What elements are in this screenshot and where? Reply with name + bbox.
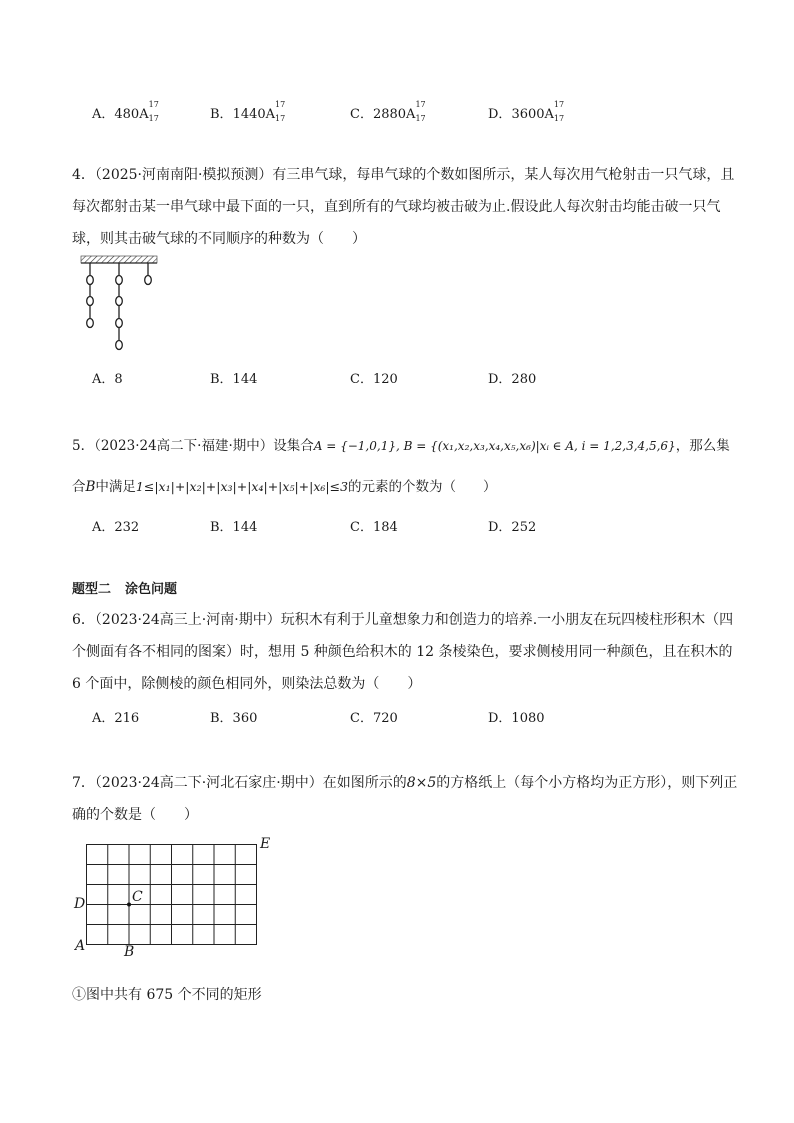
q5-line-2 — [72, 477, 497, 497]
q7-statement-1: ①图中共有 675 个不同的矩形 — [72, 987, 262, 1003]
balloon[interactable] — [116, 341, 123, 350]
balloon[interactable] — [116, 297, 123, 306]
option-coef: 3600 — [511, 107, 545, 122]
q6-line-1: 6．（2023·24高三上·河南·期中）玩积木有利于儿童想象力和创造力的培养.一小朋友在玩四棱柱形积木（四 — [72, 612, 734, 628]
label-c: C — [132, 889, 143, 905]
q5-condition: 1≤|x₁|+|x₂|+|x₃|+|x₄|+|x₅|+|x₆|≤3 — [135, 479, 349, 494]
q5-option-b[interactable]: B．144 — [210, 520, 258, 535]
q7-line-2: 确的个数是（ ） — [72, 807, 198, 823]
q7-prefix: 7．（2023·24高二下·河北石家庄·期中）在如图所示的 — [72, 775, 407, 791]
q4-line-1: 4．（2025·河南南阳·模拟预测）有三串气球，每串气球的个数如图所示，某人每次用气枪射击一只气球，且 — [72, 167, 735, 183]
arrangement-symbol — [544, 100, 565, 123]
option-letter: B． — [210, 107, 233, 122]
q3-option-b[interactable] — [210, 100, 286, 123]
ceiling-bar — [81, 256, 157, 263]
option-letter: C． — [350, 107, 373, 122]
balloon[interactable] — [116, 319, 123, 328]
q4-option-c[interactable]: C．120 — [350, 372, 398, 387]
q5-prefix: 5．（2023·24高二下·福建·期中）设集合 — [72, 438, 314, 454]
arrangement-a: A — [265, 107, 276, 122]
arrangement-a: A — [139, 107, 149, 122]
section-title: 涂色问题 — [125, 582, 178, 597]
arrangement-sup: 17 — [148, 100, 159, 109]
point-c — [127, 903, 131, 907]
label-b: B — [124, 944, 135, 960]
balloon-string-2 — [116, 263, 123, 350]
option-letter: D． — [488, 107, 512, 122]
balloon-string-3 — [145, 263, 152, 285]
q5-option-a[interactable]: A．232 — [92, 520, 140, 535]
arrangement-sub: 17 — [275, 114, 286, 123]
balloon[interactable] — [145, 276, 152, 285]
q7-suffix: 的方格纸上（每个小方格均为正方形），则下列正 — [436, 775, 738, 791]
q7-line-1 — [72, 773, 737, 793]
q5-suffix: ，那么集 — [675, 438, 730, 454]
arrangement-sup: 17 — [415, 100, 426, 109]
arrangement-symbol — [265, 100, 286, 123]
q5-option-d[interactable]: D．252 — [488, 520, 537, 535]
q4-option-d[interactable]: D．280 — [488, 372, 537, 387]
label-e: E — [260, 836, 271, 852]
q6-option-b[interactable]: B．360 — [210, 711, 258, 726]
arrangement-a: A — [406, 107, 416, 122]
q4-line-2: 每次都射击某一串气球中最下面的一只，直到所有的气球均被击破为止.假设此人每次射击均能击破一只气 — [72, 199, 721, 215]
arrangement-a: A — [544, 107, 554, 122]
q5-line2-pre: 合 — [72, 479, 86, 495]
q6-line-3: 6 个面中，除侧棱的颜色相同外，则染法总数为（ ） — [72, 676, 422, 692]
q5-set-definition: A = {−1,0,1}, B = {(x₁,x₂,x₃,x₄,x₅,x₆)|xᵢ ∈ A, i = 1,2,3,4,5,6} — [313, 439, 676, 453]
arrangement-sup: 17 — [553, 100, 565, 109]
balloon[interactable] — [87, 276, 94, 285]
option-coef: 2880 — [372, 107, 407, 122]
label-d: D — [74, 896, 86, 912]
balloon[interactable] — [116, 276, 123, 285]
q3-option-c[interactable] — [350, 100, 426, 123]
option-coef: 480 — [114, 107, 140, 122]
q4-option-b[interactable]: B．144 — [210, 372, 258, 387]
q7-grid-size: 8×5 — [406, 775, 437, 791]
q3-option-d[interactable] — [488, 100, 565, 123]
label-a: A — [75, 938, 86, 954]
q5-line2-mid: 中满足 — [95, 479, 136, 495]
option-letter: A． — [92, 107, 115, 122]
q5-line2-post: 的元素的个数为（ ） — [348, 479, 497, 495]
q4-option-a[interactable]: A．8 — [92, 372, 123, 387]
q3-option-a[interactable] — [92, 100, 159, 123]
arrangement-symbol — [139, 100, 159, 123]
q6-line-2: 个侧面有各不相同的图案）时，想用 5 种颜色给积木的 12 条棱染色，要求侧棱用同一种颜色，且在积木的 — [72, 644, 733, 660]
arrangement-sub: 17 — [553, 114, 565, 123]
balloon-string-1 — [87, 263, 94, 328]
option-coef: 1440 — [232, 107, 266, 122]
balloon[interactable] — [87, 319, 94, 328]
grid-figure — [86, 844, 258, 945]
q5-line-1 — [72, 436, 730, 456]
q6-option-d[interactable]: D．1080 — [488, 711, 545, 726]
q4-line-3: 球，则其击破气球的不同顺序的种数为（ ） — [72, 231, 366, 247]
arrangement-symbol — [406, 100, 426, 123]
arrangement-sub: 17 — [148, 114, 159, 123]
grid-lines — [86, 844, 257, 945]
section-label: 题型二 — [72, 582, 112, 597]
balloon-strings-figure — [76, 254, 166, 354]
arrangement-sub: 17 — [415, 114, 426, 123]
balloon[interactable] — [87, 297, 94, 306]
q6-option-c[interactable]: C．720 — [350, 711, 398, 726]
q6-option-a[interactable]: A．216 — [92, 711, 140, 726]
q5-set-b: B — [85, 479, 96, 495]
section-heading — [72, 578, 177, 597]
arrangement-sup: 17 — [275, 100, 286, 109]
q5-option-c[interactable]: C．184 — [350, 520, 398, 535]
